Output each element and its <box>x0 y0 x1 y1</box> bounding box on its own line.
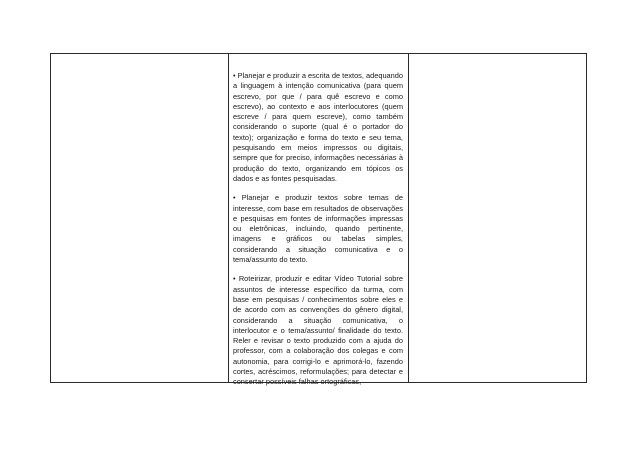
curriculum-table <box>50 53 587 387</box>
paragraph-roteirizar-video: • Roteirizar, produzir e editar Vídeo Tutorial sobre assuntos de interesse específico da turma, com base em pesquisas / conhecimentos sobre eles e de acordo com as convenções do gênero digital, considerando a situação comunicativa, o interlocutor e o tema/assunto/ finalidade do texto. Reler e revisar o texto produzido com a ajuda do professor, com a colaboração dos colegas e com autonomia, para corrigi-lo e aprimorá-lo, fazendo cortes, acréscimos, reformulações; para detectar e consertar possíveis falhas ortográficas, <box>233 274 403 387</box>
column-divider-left <box>228 54 229 382</box>
middle-column-cell <box>233 71 403 397</box>
paragraph-planejar-textos-temas: • Planejar e produzir textos sobre temas de interesse, com base em resultados de observações e pesquisas em fontes de informações impressas ou eletrônicas, incluindo, quando pertinente, imagens e gráficos ou tabelas simples, considerando a situação comunicativa e o tema/assunto do texto. <box>233 193 403 265</box>
paragraph-planejar-escrita: • Planejar e produzir a escrita de textos, adequando a linguagem à intenção comunicativa (para quem escrevo, por que / para quê escrevo e como escrevo), ao contexto e aos interlocutores (quem escreve / para quem escreve), como também considerando o suporte (qual é o portador do texto); organização e forma do texto e seu tema, pesquisando em meios impressos ou digitais, sempre que for preciso, informações necessárias à produção do texto, organizando em tópicos os dados e as fontes pesquisadas. <box>233 71 403 183</box>
column-divider-right <box>408 54 409 382</box>
